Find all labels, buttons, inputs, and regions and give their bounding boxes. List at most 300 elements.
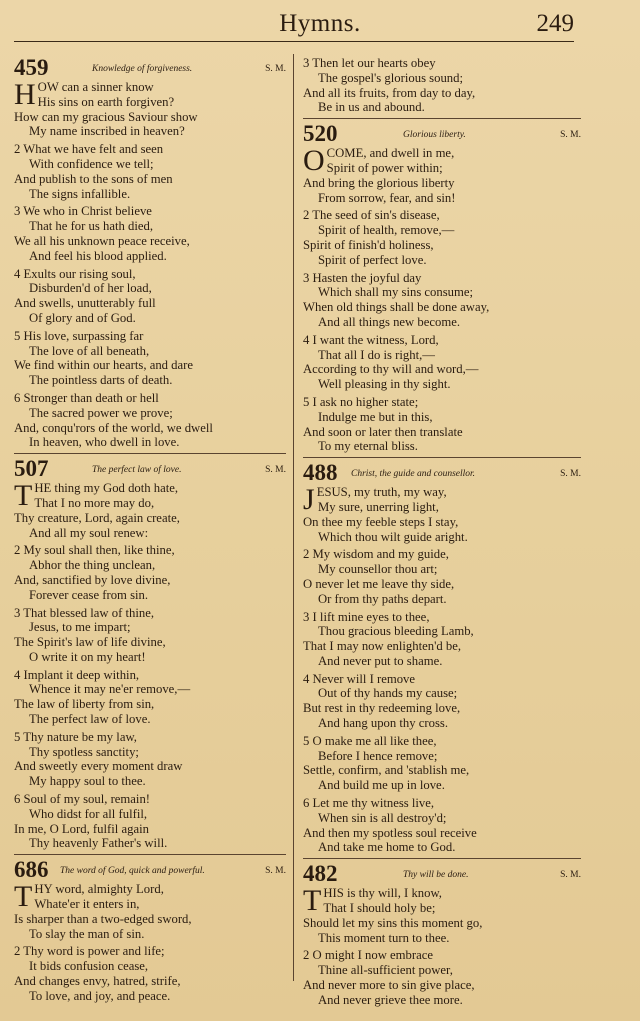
hymn-line [303, 948, 581, 963]
line-text: 6 Let me thy witness live, [303, 796, 435, 811]
line-text: Be in us and abound. [318, 100, 425, 115]
line-text: 5 His love, surpassing far [14, 328, 144, 343]
hymn-title: Glorious liberty. [403, 130, 466, 141]
line-text: HY word, almighty Lord, [34, 882, 164, 897]
hymn-line [303, 377, 581, 392]
line-text: 2 The seed of sin's disease, [303, 208, 440, 223]
stanza [303, 271, 581, 330]
hymn-line [14, 882, 286, 897]
hymn-line [303, 826, 581, 841]
line-text: And changes envy, hatred, strife, [14, 974, 181, 989]
hymn-line [14, 267, 286, 282]
hymn-line [303, 796, 581, 811]
hymn-line [303, 624, 581, 639]
running-title: Hymns. [279, 10, 361, 37]
line-text: HIS is thy will, I know, [323, 886, 442, 901]
line-text: When old things shall be done away, [303, 300, 490, 315]
line-text: And all things new become. [318, 314, 460, 329]
hymn-line [303, 176, 581, 191]
hymn-meter: S. M. [265, 465, 286, 476]
hymn-line [303, 610, 581, 625]
line-text: Or from thy paths depart. [318, 591, 447, 606]
hymn-line [303, 547, 581, 562]
hymn-line [14, 110, 286, 125]
hymn-line [14, 912, 286, 927]
stanza [14, 481, 286, 540]
line-text: That I may now enlighten'd be, [303, 639, 462, 654]
hymn-line [14, 172, 286, 187]
hymn-meter: S. M. [560, 130, 581, 141]
hymn [14, 457, 286, 851]
line-text: And hang upon thy cross. [318, 716, 449, 731]
hymn-line [303, 56, 581, 71]
hymn-line [303, 208, 581, 223]
hymn-line [14, 897, 286, 912]
hymn-line [303, 734, 581, 749]
hymn [303, 56, 581, 115]
hymn-title: The perfect law of love. [92, 465, 182, 476]
hymn-line [14, 496, 286, 511]
line-text: When sin is all destroy'd; [318, 810, 447, 825]
line-text: My sure, unerring light, [318, 499, 439, 514]
hymn-line [303, 716, 581, 731]
hymn-line [303, 978, 581, 993]
hymn-line [14, 606, 286, 621]
hymn [14, 56, 286, 450]
hymn-line [14, 157, 286, 172]
line-text: To slay the man of sin. [29, 926, 145, 941]
line-text: 3 We who in Christ believe [14, 204, 152, 219]
line-text: My happy soul to thee. [29, 774, 146, 789]
line-text: That I no more may do, [34, 495, 155, 510]
hymn-line [303, 931, 581, 946]
hymn [303, 122, 581, 454]
stanza [303, 948, 581, 1007]
hymn-line [14, 697, 286, 712]
hymn-line [303, 701, 581, 716]
hymn-line [14, 234, 286, 249]
hymn-line [303, 161, 581, 176]
line-text: 3 Then let our hearts obey [303, 56, 436, 70]
hymn [303, 862, 581, 1007]
left-column [14, 56, 286, 1007]
hymn-line [303, 654, 581, 669]
drop-cap: J [303, 483, 315, 517]
hymn-line [303, 577, 581, 592]
hymn-line [14, 481, 286, 496]
hymn-line [14, 712, 286, 727]
line-text: In heaven, who dwell in love. [29, 435, 180, 450]
hymn-line [14, 311, 286, 326]
hymn-line [14, 406, 286, 421]
hymn-line [303, 191, 581, 206]
hymn-meter: S. M. [560, 469, 581, 480]
hymn-separator [14, 854, 286, 855]
line-text: Whate'er it enters in, [34, 897, 140, 912]
hymn-line [14, 944, 286, 959]
hymn-meter: S. M. [560, 870, 581, 881]
line-text: 6 Soul of my soul, remain! [14, 792, 151, 807]
hymn-line [303, 146, 581, 161]
hymn-line [14, 281, 286, 296]
hymn-separator [303, 858, 581, 859]
stanza [14, 267, 286, 326]
hymn-line [14, 249, 286, 264]
hymn-line [303, 348, 581, 363]
line-text: 5 Thy nature be my law, [14, 729, 137, 744]
line-text: Should let my sins this moment go, [303, 915, 483, 930]
hymn-number: 520 [303, 121, 338, 147]
line-text: And all my soul renew: [29, 525, 149, 540]
hymn-line [14, 219, 286, 234]
hymn-line [14, 974, 286, 989]
line-text: 4 I want the witness, Lord, [303, 332, 439, 347]
hymn-line [14, 204, 286, 219]
hymn-line [303, 253, 581, 268]
line-text: HE thing my God doth hate, [34, 481, 179, 496]
stanza [303, 610, 581, 669]
hymn-header [14, 858, 286, 882]
hymn-line [303, 271, 581, 286]
line-text: 5 I ask no higher state; [303, 394, 419, 409]
hymn-line [303, 993, 581, 1008]
line-text: 3 I lift mine eyes to thee, [303, 609, 430, 624]
hymn-line [303, 515, 581, 530]
stanza [303, 56, 581, 115]
line-text: But rest in thy redeeming love, [303, 701, 461, 716]
hymn-title: Knowledge of forgiveness. [92, 64, 193, 74]
hymn-line [14, 927, 286, 942]
line-text: According to thy will and word,— [303, 362, 479, 377]
line-text: The perfect law of love. [29, 712, 151, 727]
line-text: Spirit of power within; [326, 160, 443, 175]
line-text: 3 That blessed law of thine, [14, 605, 155, 620]
line-text: Whence it may ne'er remove,— [29, 682, 191, 697]
hymn-header [303, 122, 581, 146]
line-text: O write it on my heart! [29, 649, 146, 664]
hymn-header [14, 457, 286, 481]
line-text: From sorrow, fear, and sin! [318, 190, 456, 205]
drop-cap: T [303, 884, 322, 918]
hymn-line [14, 792, 286, 807]
line-text: Disburden'd of her load, [29, 281, 152, 296]
hymn-line [14, 620, 286, 635]
hymn-line [14, 344, 286, 359]
line-text: On thee my feeble steps I stay, [303, 514, 459, 529]
line-text: And then my spotless soul receive [303, 825, 477, 840]
line-text: Thy spotless sanctity; [29, 744, 139, 759]
hymn-line [14, 543, 286, 558]
stanza [14, 142, 286, 201]
stanza [303, 796, 581, 855]
hymn-line [303, 425, 581, 440]
hymn-line [303, 749, 581, 764]
hymn-line [14, 373, 286, 388]
line-text: My name inscribed in heaven? [29, 124, 185, 139]
line-text: That he for us hath died, [29, 219, 154, 234]
line-text: The sacred power we prove; [29, 405, 173, 420]
line-text: Well pleasing in thy sight. [318, 377, 451, 392]
line-text: And never more to sin give place, [303, 978, 475, 993]
hymn-line [303, 639, 581, 654]
line-text: The pointless darts of death. [29, 373, 173, 388]
line-text: And swells, unutterably full [14, 296, 156, 311]
hymn-line [14, 573, 286, 588]
hymn-line [14, 730, 286, 745]
hymn-line [14, 526, 286, 541]
line-text: It bids confusion cease, [29, 959, 149, 974]
hymn-line [303, 223, 581, 238]
hymn-line [303, 100, 581, 115]
hymn-line [14, 989, 286, 1004]
stanza [14, 391, 286, 450]
stanza [14, 668, 286, 727]
line-text: The law of liberty from sin, [14, 697, 155, 712]
hymn-line [14, 296, 286, 311]
line-text: Thou gracious bleeding Lamb, [318, 624, 474, 639]
line-text: And build me up in love. [318, 778, 445, 793]
page-header [0, 10, 640, 44]
stanza [303, 333, 581, 392]
hymn-line [14, 358, 286, 373]
hymn-line [14, 650, 286, 665]
line-text: Which thou wilt guide aright. [318, 529, 468, 544]
line-text: 4 Exults our rising soul, [14, 266, 136, 281]
hymn-line [303, 963, 581, 978]
hymn-line [303, 592, 581, 607]
hymn-line [303, 811, 581, 826]
line-text: OW can a sinner know [37, 80, 154, 94]
stanza [303, 146, 581, 205]
hymn-line [14, 391, 286, 406]
hymn-header [303, 461, 581, 485]
line-text: Jesus, to me impart; [29, 620, 131, 635]
hymn-line [14, 807, 286, 822]
hymn-line [303, 362, 581, 377]
line-text: Of glory and of God. [29, 310, 136, 325]
line-text: Thy creature, Lord, again create, [14, 510, 180, 525]
hymn-line [303, 485, 581, 500]
hymn-line [14, 435, 286, 450]
stanza [14, 882, 286, 941]
header-rule [14, 41, 574, 42]
line-text: Spirit of finish'd holiness, [303, 237, 434, 252]
hymn-title: The word of God, quick and powerful. [60, 866, 205, 877]
line-text: His sins on earth forgiven? [37, 94, 175, 109]
drop-cap: O [303, 144, 325, 178]
hymn-line [303, 86, 581, 101]
line-text: Thy heavenly Father's will. [29, 836, 168, 851]
hymn-number: 507 [14, 456, 49, 482]
drop-cap: H [14, 78, 36, 111]
line-text: 2 Thy word is power and life; [14, 944, 165, 959]
hymn-line [14, 959, 286, 974]
hymn-line [14, 142, 286, 157]
stanza [14, 329, 286, 388]
line-text: COME, and dwell in me, [326, 146, 455, 161]
hymn-line [303, 395, 581, 410]
hymn-line [303, 778, 581, 793]
line-text: Is sharper than a two-edged sword, [14, 911, 192, 926]
line-text: And, conqu'rors of the world, we dwell [14, 420, 213, 435]
hymn-line [14, 745, 286, 760]
hymn-line [14, 80, 286, 95]
hymn-line [303, 562, 581, 577]
stanza [303, 734, 581, 793]
stanza [14, 792, 286, 851]
hymn-line [14, 95, 286, 110]
stanza [14, 543, 286, 602]
hymn-line [14, 682, 286, 697]
hymn-line [303, 916, 581, 931]
line-text: And publish to the sons of men [14, 171, 173, 186]
hymn-line [14, 511, 286, 526]
hymn-line [303, 530, 581, 545]
line-text: And feel his blood applied. [29, 248, 167, 263]
line-text: Out of thy hands my cause; [318, 686, 458, 701]
line-text: With confidence we tell; [29, 156, 154, 171]
hymn-line [303, 763, 581, 778]
line-text: Who didst for all fulfil, [29, 806, 148, 821]
line-text: 2 O might I now embrace [303, 948, 434, 963]
hymn-line [303, 238, 581, 253]
hymn-line [303, 672, 581, 687]
line-text: Settle, confirm, and 'stablish me, [303, 763, 470, 778]
hymn-line [303, 410, 581, 425]
line-text: ESUS, my truth, my way, [316, 485, 447, 500]
hymn-meter: S. M. [265, 64, 286, 74]
line-text: That all I do is right,— [318, 347, 435, 362]
hymn-line [303, 333, 581, 348]
stanza [303, 485, 581, 544]
stanza [303, 208, 581, 267]
line-text: 4 Implant it deep within, [14, 667, 140, 682]
hymn-line [14, 329, 286, 344]
hymn-line [14, 774, 286, 789]
stanza [303, 886, 581, 945]
hymn-line [303, 686, 581, 701]
line-text: How can my gracious Saviour show [14, 109, 198, 124]
line-text: And take me home to God. [318, 840, 456, 855]
line-text: Abhor the thing unclean, [29, 558, 156, 573]
line-text: 5 O make me all like thee, [303, 733, 437, 748]
line-text: And never grieve thee more. [318, 992, 463, 1007]
drop-cap: T [14, 479, 33, 513]
line-text: 6 Stronger than death or hell [14, 390, 159, 405]
line-text: Spirit of health, remove,— [318, 223, 455, 238]
stanza [303, 672, 581, 731]
line-text: Which shall my sins consume; [318, 285, 474, 300]
line-text: To my eternal bliss. [318, 439, 418, 454]
hymn-line [14, 187, 286, 202]
line-text: And all its fruits, from day to day, [303, 85, 476, 100]
hymn-line [303, 300, 581, 315]
line-text: This moment turn to thee. [318, 930, 450, 945]
line-text: The signs infallible. [29, 186, 131, 201]
hymn-number: 488 [303, 460, 338, 486]
hymn-line [303, 840, 581, 855]
stanza [14, 730, 286, 789]
hymn-number: 459 [14, 55, 49, 80]
hymn-line [303, 71, 581, 86]
line-text: The gospel's glorious sound; [318, 70, 464, 85]
stanza [303, 547, 581, 606]
hymn-line [14, 668, 286, 683]
stanza [303, 395, 581, 454]
hymn-line [303, 901, 581, 916]
hymn-header [14, 56, 286, 80]
stanza [14, 944, 286, 1003]
hymn-line [14, 421, 286, 436]
hymn-line [303, 439, 581, 454]
hymn-line [14, 124, 286, 139]
drop-cap: T [14, 880, 33, 914]
line-text: 3 Hasten the joyful day [303, 270, 422, 285]
line-text: Spirit of perfect love. [318, 252, 427, 267]
column-divider [293, 54, 294, 981]
line-text: We all his unknown peace receive, [14, 233, 190, 248]
line-text: The love of all beneath, [29, 343, 150, 358]
hymn-title: Thy will be done. [403, 870, 469, 881]
line-text: And bring the glorious liberty [303, 175, 455, 190]
hymn-line [14, 836, 286, 851]
hymn-separator [303, 118, 581, 119]
hymn-line [14, 759, 286, 774]
hymn-separator [303, 457, 581, 458]
hymn [303, 461, 581, 855]
line-text: 4 Never will I remove [303, 671, 416, 686]
line-text: And never put to shame. [318, 653, 443, 668]
hymn-line [303, 886, 581, 901]
page-number: 249 [536, 10, 574, 37]
hymn-line [303, 500, 581, 515]
hymn [14, 858, 286, 1003]
hymn-line [14, 635, 286, 650]
line-text: And sweetly every moment draw [14, 759, 183, 774]
line-text: We find within our hearts, and dare [14, 358, 194, 373]
line-text: In me, O Lord, fulfil again [14, 821, 149, 836]
hymn-line [14, 588, 286, 603]
hymn-line [14, 558, 286, 573]
hymn-line [303, 315, 581, 330]
hymn-meter: S. M. [265, 866, 286, 877]
line-text: Indulge me but in this, [318, 409, 433, 424]
hymn-line [303, 285, 581, 300]
hymn-separator [14, 453, 286, 454]
line-text: Before I hence remove; [318, 748, 438, 763]
line-text: The Spirit's law of life divine, [14, 635, 166, 650]
line-text: 2 My wisdom and my guide, [303, 547, 449, 562]
line-text: That I should holy be; [323, 901, 436, 916]
hymn-number: 686 [14, 857, 49, 883]
line-text: My counsellor thou art; [318, 562, 438, 577]
line-text: Thine all-sufficient power, [318, 963, 453, 978]
hymn-number: 482 [303, 861, 338, 887]
hymn-title: Christ, the guide and counsellor. [351, 469, 476, 480]
stanza [14, 204, 286, 263]
hymn-line [14, 822, 286, 837]
stanza [14, 606, 286, 665]
line-text: And, sanctified by love divine, [14, 572, 171, 587]
right-column [303, 56, 581, 1011]
line-text: O never let me leave thy side, [303, 576, 455, 591]
line-text: And soon or later then translate [303, 424, 463, 439]
line-text: 2 What we have felt and seen [14, 142, 164, 157]
line-text: To love, and joy, and peace. [29, 988, 171, 1003]
line-text: Forever cease from sin. [29, 587, 149, 602]
stanza [14, 80, 286, 139]
hymn-header [303, 862, 581, 886]
